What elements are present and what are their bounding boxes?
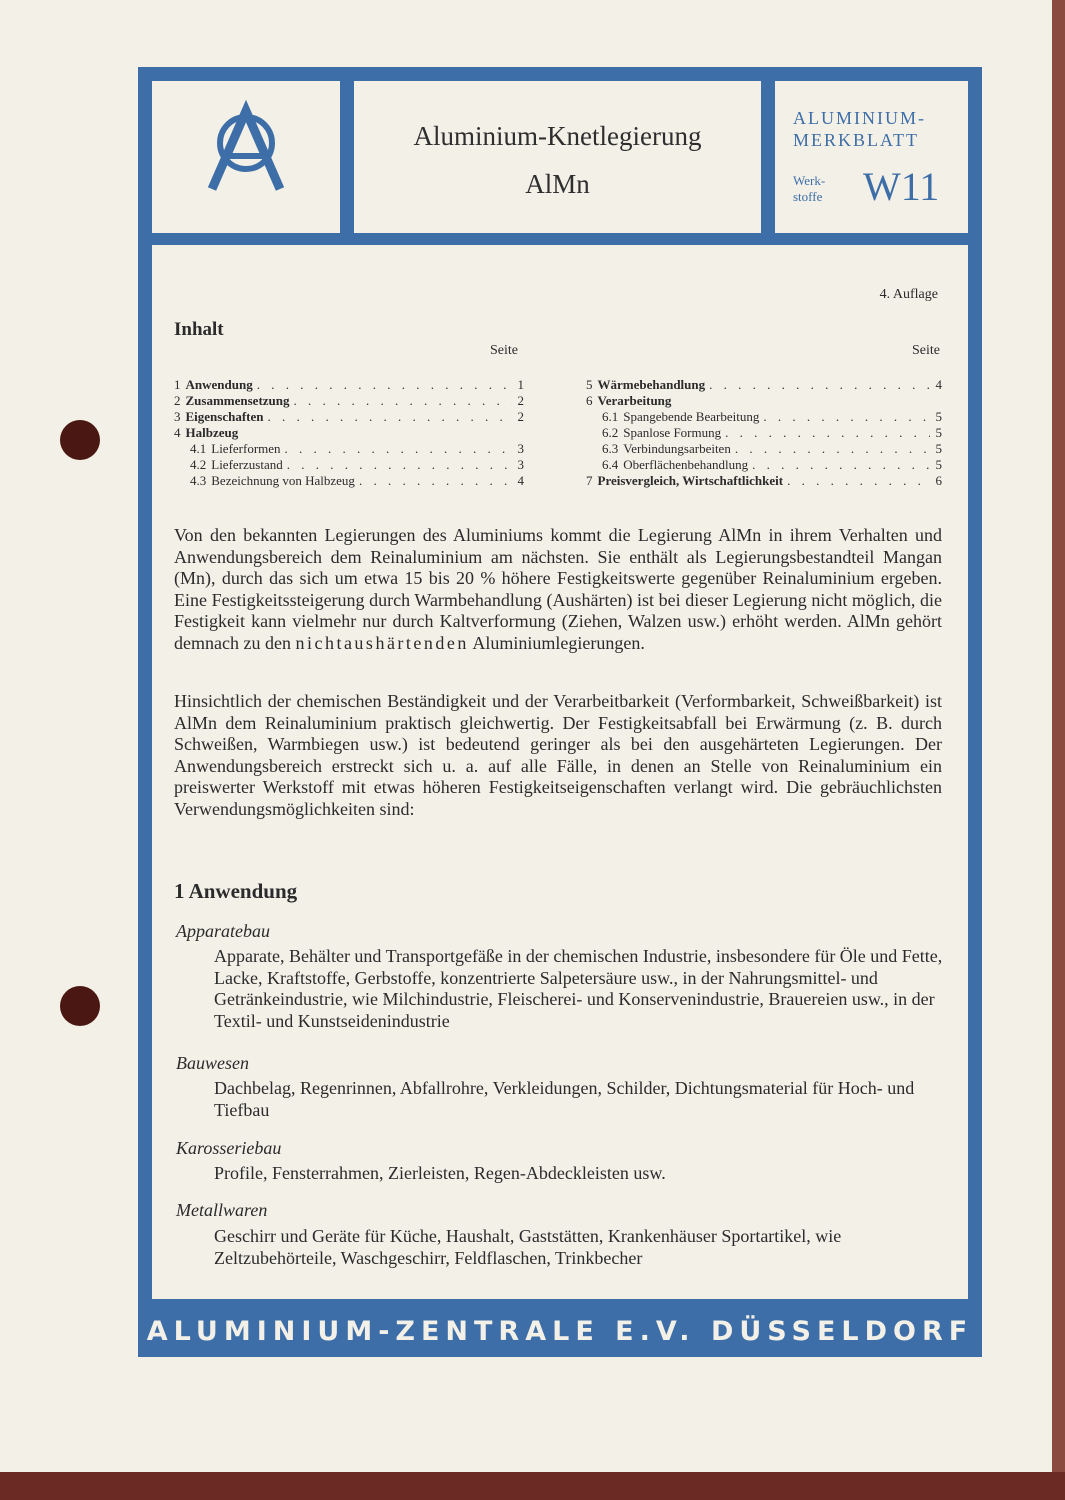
toc-entry-page: 6 <box>935 473 942 488</box>
toc-entry <box>174 425 524 441</box>
toc-entry <box>174 377 524 393</box>
group-title: Metallwaren <box>176 1200 268 1220</box>
toc-entry <box>586 425 942 441</box>
toc-entry-page: 4 <box>935 377 942 392</box>
toc-entry-number: 2 <box>174 393 181 408</box>
section-title-anwendung: 1 Anwendung <box>174 879 298 903</box>
badge-code: W11 <box>863 164 940 209</box>
toc-leader-dots <box>257 377 512 393</box>
toc-entry-number: 6.2 <box>602 425 619 440</box>
toc-page-header-right: Seite <box>912 343 940 358</box>
toc-entry-label: Spanlose Formung <box>623 425 722 440</box>
edition-label: 4. Auflage <box>879 287 938 302</box>
toc-leader-dots <box>735 441 930 457</box>
toc-entry-label: Halbzeug <box>185 425 239 440</box>
toc-entry-page: 3 <box>517 441 524 456</box>
toc-entry-number: 4.2 <box>190 457 207 472</box>
toc-leader-dots <box>287 457 512 473</box>
toc-entry-label: Lieferformen <box>211 441 281 456</box>
group-title: Apparatebau <box>176 921 270 941</box>
toc-right-column <box>586 377 942 489</box>
toc-leader-dots <box>725 425 930 441</box>
merkblatt-badge <box>775 81 968 233</box>
badge-line1: ALUMINIUM- <box>793 108 926 128</box>
toc-leader-dots <box>294 393 512 409</box>
toc-entry <box>174 473 524 489</box>
toc-entry-label: Bezeichnung von Halbzeug <box>211 473 355 488</box>
group-title: Karosseriebau <box>176 1138 282 1158</box>
group-text: Geschirr und Geräte für Küche, Haushalt, Gaststätten, Krankenhäuser Sportartikel, wie Zeltzubehörteile, Waschgeschirr, Feldflaschen, Trinkbecher <box>214 1226 842 1268</box>
toc-entry-label: Eigenschaften <box>185 409 264 424</box>
toc-entry <box>586 393 942 409</box>
toc-entry-number: 6.3 <box>602 441 619 456</box>
toc-entry-number: 4.1 <box>190 441 207 456</box>
toc-entry-number: 6.4 <box>602 457 619 472</box>
intro-p1-end: Aluminiumlegierungen. <box>472 632 645 653</box>
punch-hole-bottom <box>60 986 100 1026</box>
toc-entry <box>174 409 524 425</box>
title-cell <box>354 81 761 233</box>
toc-entry <box>586 473 942 489</box>
logo-cell <box>152 81 340 233</box>
badge-category <box>793 173 825 205</box>
alloy-name: AlMn <box>525 169 590 199</box>
intro-p1-emphasis: nichtaushärtenden <box>295 632 469 653</box>
toc-page-header-left: Seite <box>490 343 518 358</box>
toc-leader-dots <box>752 457 930 473</box>
toc-entry-number: 3 <box>174 409 181 424</box>
toc-entry-label: Anwendung <box>185 377 253 392</box>
toc-entry-number: 1 <box>174 377 181 392</box>
toc-entry-page: 5 <box>935 409 942 424</box>
toc-leader-dots <box>787 473 930 489</box>
group-text: Apparate, Behälter und Transportgefäße in der chemischen Industrie, insbesondere für Öle und Fette, Lacke, Kraftstoffe, Gerbstoffe, konzentrierte Salpetersäure usw., in der Nahrungsmittel- und Getränkeindustrie, wie Milchindustrie, Fleischerei- und Konservenindustrie, Brauereien usw., in der Textil- und Kunstseidenindustrie <box>214 946 943 1031</box>
toc-entry-number: 7 <box>586 473 593 488</box>
toc-entry-label: Preisvergleich, Wirtschaftlichkeit <box>597 473 784 488</box>
aluminium-zentrale-logo-icon <box>152 81 340 233</box>
badge-small-line1: Werk- <box>793 173 826 188</box>
toc-entry-page: 5 <box>935 457 942 472</box>
paper-edge <box>1052 0 1065 1472</box>
intro-p1-text: Von den bekannten Legierungen des Aluminiums kommt die Legierung AlMn in ihrem Verhalten und Anwendungsbereich dem Reinaluminium am nächsten. Sie enthält als Legierungsbestandteil Mangan (Mn), durch das sich um etwa 15 bis 20 % höhere Festigkeitswerte gegenüber Reinaluminium ergeben. Eine Festigkeitssteigerung durch Warmbehandlung (Aushärten) ist bei dieser Legierung nicht möglich, die Festigkeit kann vielmehr nur durch Kaltverformung (Ziehen, Walzen usw.) erhöht werden. AlMn gehört demnach zu den <box>174 525 942 653</box>
toc-entry-label: Wärmebehandlung <box>597 377 706 392</box>
toc-left-column <box>174 377 524 489</box>
badge-heading <box>793 107 926 151</box>
toc-entry-number: 4 <box>174 425 181 440</box>
toc-entry <box>586 409 942 425</box>
group-text: Profile, Fensterrahmen, Zierleisten, Regen-Abdeckleisten usw. <box>214 1163 666 1183</box>
toc-entry-label: Verarbeitung <box>597 393 672 408</box>
toc-entry-page: 3 <box>517 457 524 472</box>
toc-entry-page: 2 <box>517 393 524 408</box>
toc-leader-dots <box>763 409 930 425</box>
toc-entry-page: 5 <box>935 441 942 456</box>
intro-paragraph-2: Hinsichtlich der chemischen Beständigkeit und der Verarbeitbarkeit (Verformbarkeit, Schweißbarkeit) ist AlMn dem Reinaluminium praktisch gleichwertig. Der Festigkeitsabfall bei Erwärmung (z. B. durch Schweißen, Warmbiegen usw.) ist bedeutend geringer als bei den ausgehärteten Legierungen. Der Anwendungsbereich erstreckt sich u. a. auf alle Fälle, in denen an Stelle von Reinaluminium ein preiswerter Werkstoff mit etwas höheren Festigkeitseigenschaften verlangt wird. Die gebräuchlichsten Verwendungsmöglichkeiten sind: <box>174 691 942 819</box>
intro-paragraph-1 <box>174 525 942 655</box>
toc-entry <box>586 457 942 473</box>
group-text: Dachbelag, Regenrinnen, Abfallrohre, Verkleidungen, Schilder, Dichtungsmaterial für Hoch- und Tiefbau <box>214 1078 915 1120</box>
toc-heading: Inhalt <box>174 319 224 340</box>
document-title: Aluminium-Knetlegierung <box>413 121 702 151</box>
toc-entry-number: 4.3 <box>190 473 207 488</box>
toc-entry-label: Oberflächenbehandlung <box>623 457 749 472</box>
group-title: Bauwesen <box>176 1053 249 1073</box>
toc-entry <box>174 393 524 409</box>
toc-leader-dots <box>359 473 512 489</box>
toc-entry-page: 4 <box>517 473 524 488</box>
publisher-footer: ALUMINIUM-ZENTRALE E.V. DÜSSELDORF <box>146 1316 974 1347</box>
toc-entry-number: 5 <box>586 377 593 392</box>
toc-entry-label: Zusammensetzung <box>185 393 290 408</box>
toc-entry <box>174 457 524 473</box>
toc-leader-dots <box>709 377 930 393</box>
badge-line2: MERKBLATT <box>793 130 919 150</box>
body-cell <box>152 245 968 1299</box>
badge-small-line2: stoffe <box>793 189 823 204</box>
toc-entry-label: Lieferzustand <box>211 457 283 472</box>
toc-entry <box>586 377 942 393</box>
toc-entry <box>586 441 942 457</box>
toc-entry <box>174 441 524 457</box>
toc-entry-number: 6 <box>586 393 593 408</box>
toc-entry-number: 6.1 <box>602 409 619 424</box>
document-frame <box>138 67 982 1357</box>
toc-entry-label: Verbindungsarbeiten <box>623 441 731 456</box>
toc-entry-page: 2 <box>517 409 524 424</box>
toc-entry-page: 1 <box>517 377 524 392</box>
toc-leader-dots <box>268 409 513 425</box>
toc-entry-label: Spangebende Bearbeitung <box>623 409 760 424</box>
toc-entry-page: 5 <box>935 425 942 440</box>
punch-hole-top <box>60 420 100 460</box>
toc-leader-dots <box>285 441 512 457</box>
